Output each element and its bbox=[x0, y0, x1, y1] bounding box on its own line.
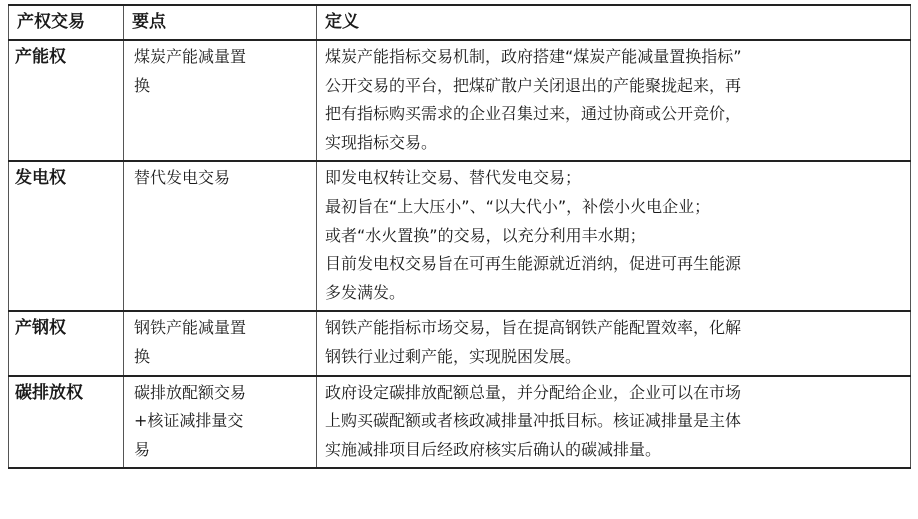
definition-line: 钢铁行业过剩产能，实现脱困发展。 bbox=[325, 346, 582, 366]
row-key-points bbox=[124, 311, 317, 375]
row-name: 碳排放权 bbox=[9, 376, 124, 469]
key-points-line: 碳排放配额交易 bbox=[134, 382, 247, 402]
definition-line: 目前发电权交易旨在可再生能源就近消纳，促进可再生能源 bbox=[325, 254, 742, 274]
definition-line: 最初旨在“上大压小”、“以大代小”，补偿小火电企业； bbox=[325, 196, 711, 216]
key-points-line: 钢铁产能减量置 bbox=[134, 318, 247, 338]
row-key-points bbox=[124, 376, 317, 469]
row-definition bbox=[317, 40, 911, 161]
definition-line: 即发电权转让交易、替代发电交易； bbox=[325, 168, 582, 188]
key-points-line: +核证减排量交 bbox=[134, 411, 244, 431]
definition-line: 或者“水火置换”的交易，以充分利用丰水期； bbox=[325, 225, 646, 245]
row-name: 产钢权 bbox=[9, 311, 124, 375]
header-row bbox=[9, 5, 911, 40]
definition-line: 上购买碳配额或者核政减排量冲抵目标。核证减排量是主体 bbox=[325, 411, 742, 431]
definition-line: 实施减排项目后经政府核实后确认的碳减排量。 bbox=[325, 439, 662, 459]
table-row bbox=[9, 161, 911, 311]
definition-line: 煤炭产能指标交易机制，政府搭建“煤炭产能减量置换指标” bbox=[325, 47, 742, 66]
key-points-line: 替代发电交易 bbox=[134, 168, 231, 188]
key-points-line: 换 bbox=[134, 75, 151, 95]
property-rights-table bbox=[8, 4, 911, 469]
key-points-line: 易 bbox=[134, 439, 151, 459]
header-trade-type: 产权交易 bbox=[9, 5, 124, 40]
definition-line: 实现指标交易。 bbox=[325, 132, 438, 152]
table-row bbox=[9, 40, 911, 161]
row-name: 产能权 bbox=[9, 40, 124, 161]
header-key-points: 要点 bbox=[124, 5, 317, 40]
definition-line: 公开交易的平台，把煤矿散户关闭退出的产能聚拢起来，再 bbox=[325, 75, 742, 95]
row-key-points bbox=[124, 161, 317, 311]
row-name: 发电权 bbox=[9, 161, 124, 311]
header-definition: 定义 bbox=[317, 5, 911, 40]
definition-line: 多发满发。 bbox=[325, 282, 406, 302]
definition-line: 钢铁产能指标市场交易，旨在提高钢铁产能配置效率，化解 bbox=[325, 318, 742, 338]
definition-line: 把有指标购买需求的企业召集过来，通过协商或公开竞价， bbox=[325, 104, 742, 124]
key-points-line: 换 bbox=[134, 346, 151, 366]
table-row bbox=[9, 311, 911, 375]
key-points-line: 煤炭产能减量置 bbox=[134, 47, 247, 66]
table-row bbox=[9, 376, 911, 469]
row-key-points bbox=[124, 40, 317, 161]
row-definition bbox=[317, 376, 911, 469]
row-definition bbox=[317, 311, 911, 375]
row-definition bbox=[317, 161, 911, 311]
definition-line: 政府设定碳排放配额总量，并分配给企业，企业可以在市场 bbox=[325, 382, 742, 402]
